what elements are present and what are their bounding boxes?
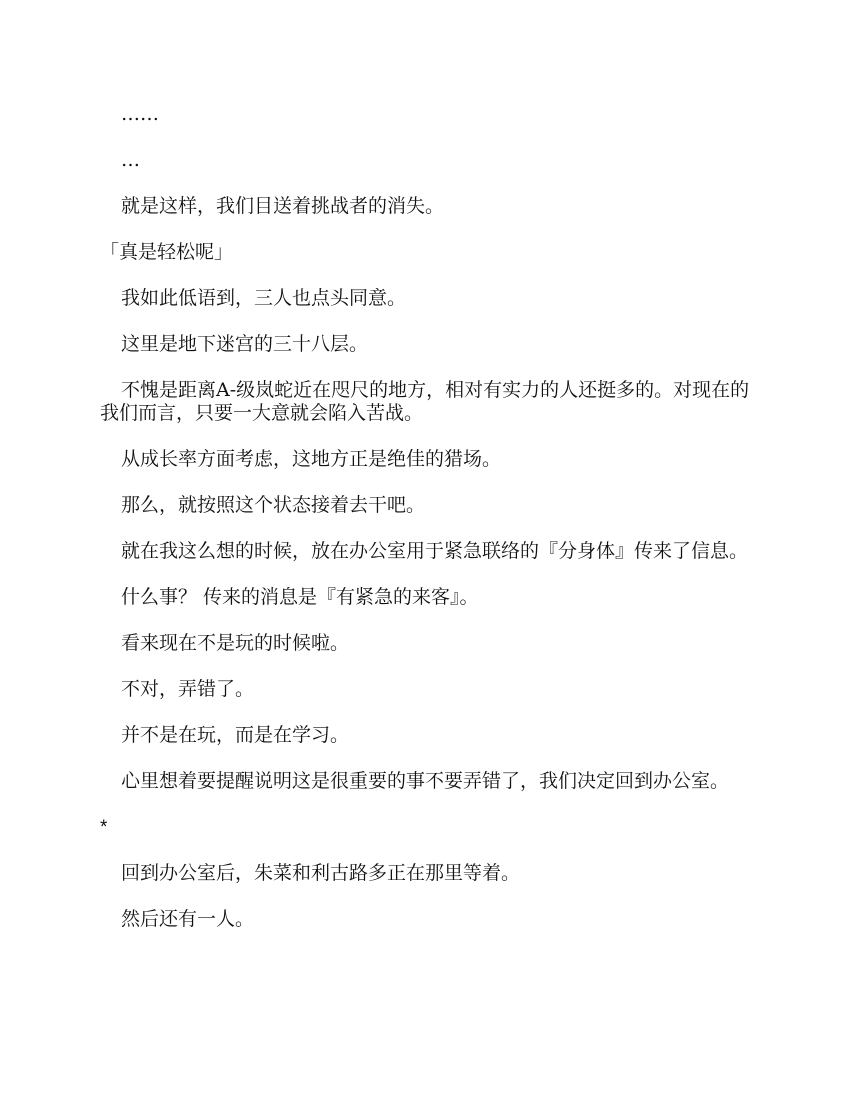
paragraph: 从成长率方面考虑，这地方正是绝佳的猎场。	[121, 448, 502, 470]
paragraph: 回到办公室后，朱菜和利古路多正在那里等着。	[121, 862, 521, 884]
paragraph: 就是这样，我们目送着挑战者的消失。	[121, 195, 445, 217]
paragraph-ellipsis-short: …	[121, 149, 140, 171]
paragraph: 不愧是距离A-级岚蛇近在咫尺的地方，相对有实力的人还挺多的。对现在的我们而言，只要一大意就会陷入苦战。	[100, 379, 750, 424]
section-separator: *	[100, 817, 108, 838]
paragraph: 看来现在不是玩的时候啦。	[121, 632, 350, 654]
paragraph: 我如此低语到，三人也点头同意。	[121, 287, 407, 309]
document-body	[100, 103, 750, 954]
paragraph-ellipsis-long: ……	[121, 103, 159, 125]
paragraph: 这里是地下迷宫的三十八层。	[121, 333, 369, 355]
dialogue-line: 「真是轻松呢」	[100, 241, 234, 263]
paragraph: 什么事？ 传来的消息是『有紧急的来客』。	[121, 586, 479, 608]
paragraph: 就在我这么想的时候，放在办公室用于紧急联络的『分身体』传来了信息。	[121, 540, 749, 562]
paragraph: 心里想着要提醒说明这是很重要的事不要弄错了，我们决定回到办公室。	[121, 770, 730, 792]
paragraph: 然后还有一人。	[121, 908, 255, 930]
paragraph: 不对，弄错了。	[121, 678, 255, 700]
paragraph: 并不是在玩，而是在学习。	[121, 724, 350, 746]
paragraph: 那么，就按照这个状态接着去干吧。	[121, 494, 426, 516]
